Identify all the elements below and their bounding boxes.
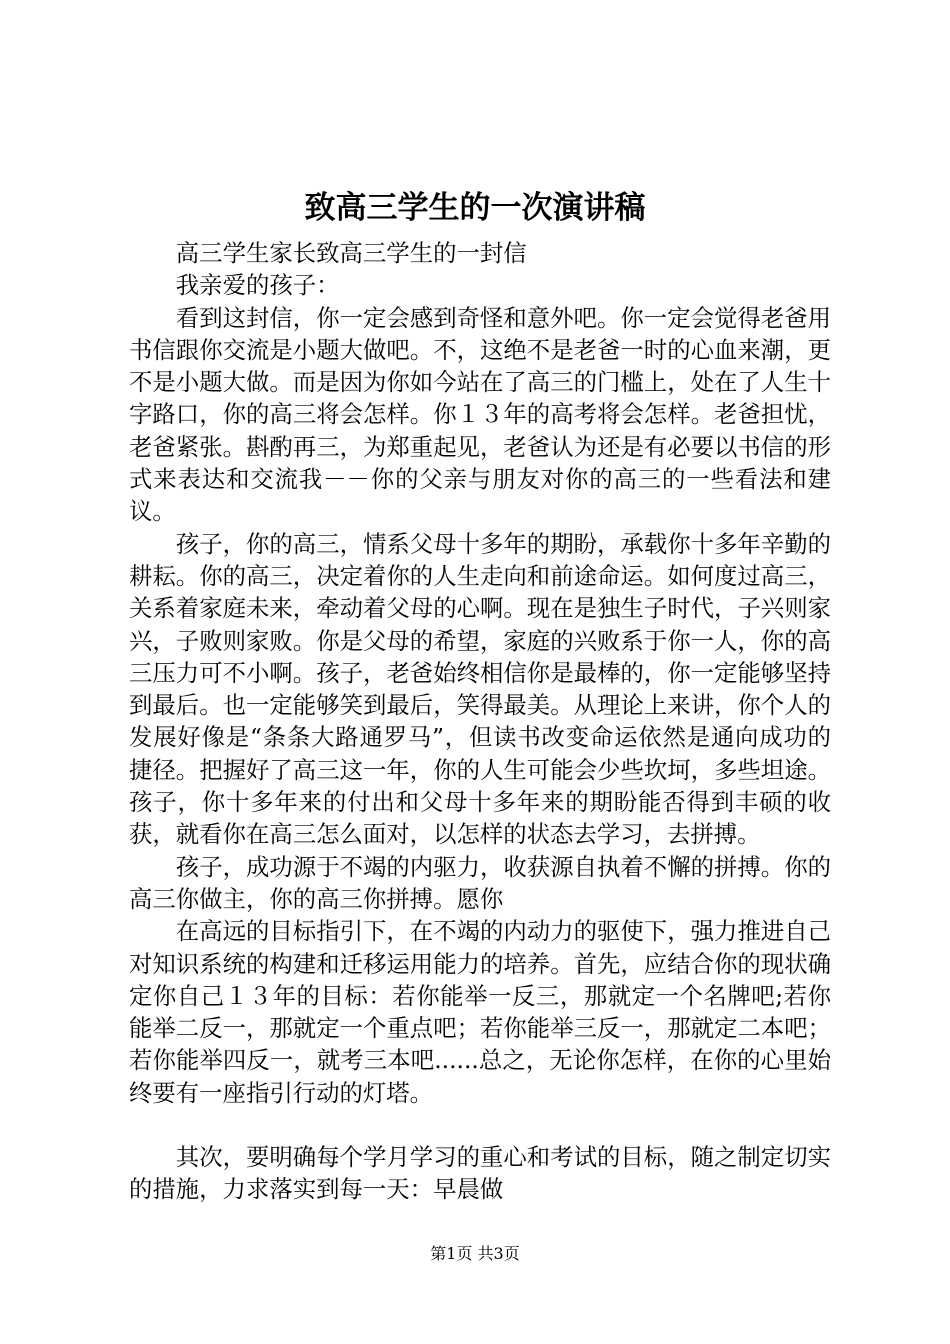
salutation: 我亲爱的孩子： [175,271,340,300]
document-body [129,237,831,1206]
page-footer: 第1页 共3页 [430,1244,520,1263]
paragraph-4: 在高远的目标指引下，在不竭的内动力的驱使下，强力推进自己对知识系统的构建和迁移运用能力的培养。首先，应结合你的现状确定你自己１３年的目标：若你能举一反三，那就定一个名牌吧;若你能举二反一，那就定一个重点吧；若你能举三反一，那就定二本吧；若你能举四反一，就考三本吧......总之，无论你怎样，在你的心里始终要有一座指引行动的灯塔。 [129,917,831,1107]
paragraph-1: 看到这封信，你一定会感到奇怪和意外吧。你一定会觉得老爸用书信跟你交流是小题大做吧。不，这绝不是老爸一时的心血来潮，更不是小题大做。而是因为你如今站在了高三的门槛上，处在了人生十字路口，你的高三将会怎样。你１３年的高考将会怎样。老爸担忧，老爸紧张。斟酌再三，为郑重起见，老爸认为还是有必要以书信的形式来表达和交流我－－你的父亲与朋友对你的高三的一些看法和建议。 [129,303,831,526]
paragraph-2: 孩子，你的高三，情系父母十多年的期盼，承载你十多年辛勤的耕耘。你的高三，决定着你的人生走向和前途命运。如何度过高三，关系着家庭未来，牵动着父母的心啊。现在是独生子时代，子兴则家兴，子败则家败。你是父母的希望，家庭的兴败系于你一人，你的高三压力可不小啊。孩子，老爸始终相信你是最棒的，你一定能够坚持到最后。也一定能够笑到最后，笑得最美。从理论上来讲，你个人的发展好像是“条条大路通罗马”，但读书改变命运依然是通向成功的捷径。把握好了高三这一年，你的人生可能会少些坎坷，多些坦途。孩子，你十多年来的付出和父母十多年来的期盼能否得到丰硕的收获，就看你在高三怎么面对，以怎样的状态去学习，去拼搏。 [129,529,831,849]
letter-heading: 高三学生家长致高三学生的一封信 [175,239,527,267]
paragraph-5: 其次，要明确每个学月学习的重心和考试的目标，随之制定切实的措施，力求落实到每一天：早晨做 [129,1143,831,1204]
document-title: 致高三学生的一次演讲稿 [304,190,646,226]
paragraph-3: 孩子，成功源于不竭的内驱力，收获源自执着不懈的拼搏。你的高三你做主，你的高三你拼搏。愿你 [129,852,831,913]
